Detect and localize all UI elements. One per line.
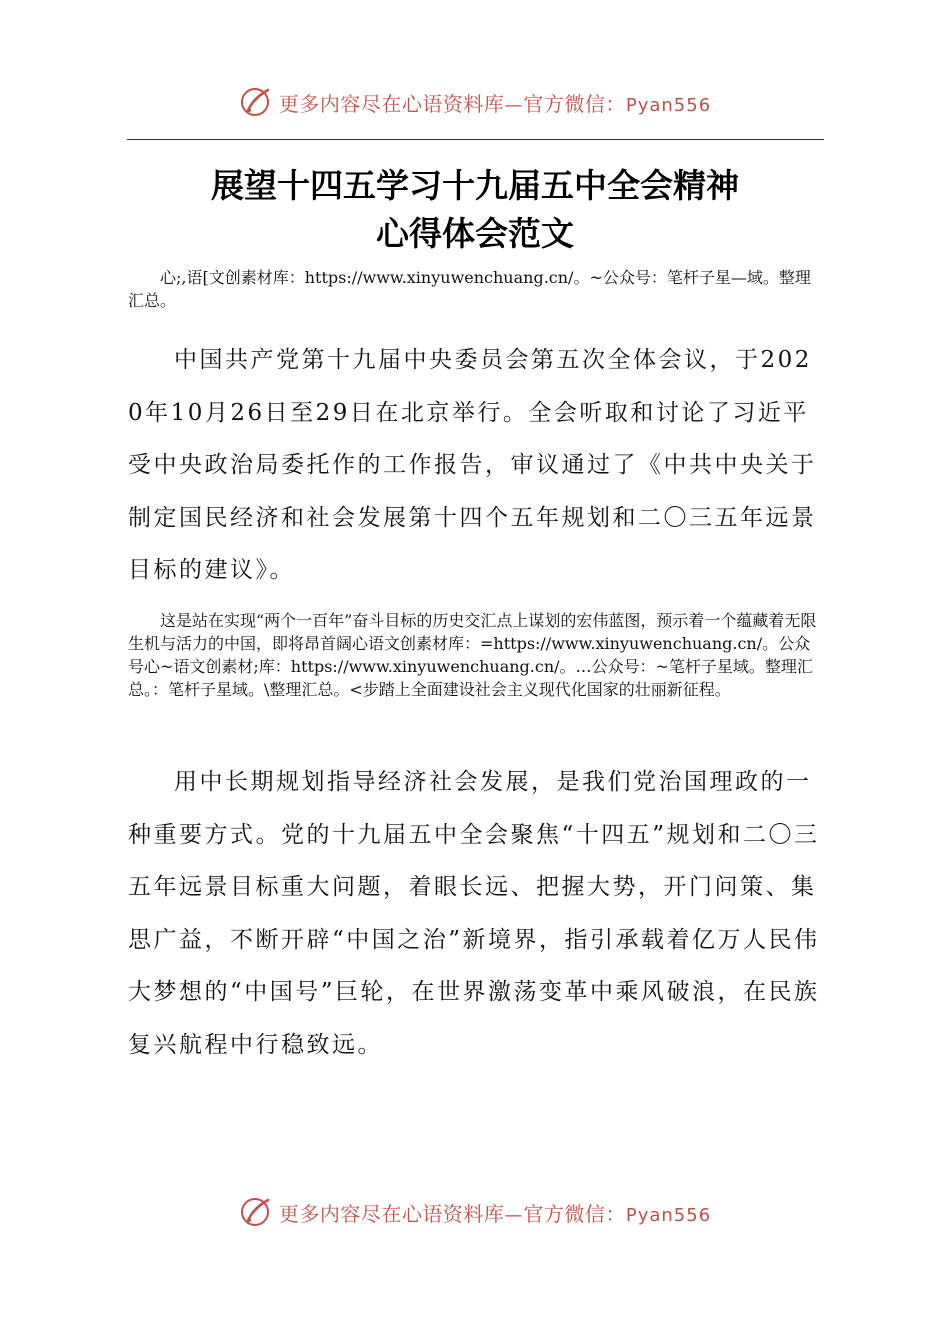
footer-contact-label: 官方微信： xyxy=(523,1201,626,1226)
footer-logo-icon xyxy=(239,1195,273,1229)
brand-logo-icon xyxy=(239,85,273,119)
title-line-1: 展望十四五学习十九届五中全会精神 xyxy=(211,166,739,205)
page-footer xyxy=(0,1192,950,1232)
document-title xyxy=(0,162,950,258)
header-dash: — xyxy=(504,94,524,116)
header-divider xyxy=(127,139,824,140)
footer-text xyxy=(279,1198,711,1227)
header-text xyxy=(279,88,711,117)
footer-dash: — xyxy=(504,1204,524,1226)
header-contact-id: Pyan556 xyxy=(625,94,712,116)
footer-contact-id: Pyan556 xyxy=(625,1204,712,1226)
page-header xyxy=(0,82,950,122)
title-line-2: 心得体会范文 xyxy=(376,214,574,253)
body-paragraph-1: 中国共产党第十九届中央委员会第五次全体会议，于2020年10月26日至29日在北京举行。全会听取和讨论了习近平受中央政治局委托作的工作报告，审议通过了《中共中央关于制定国民经济和社会发展第十四个五年规划和二〇三五年远景目标的建议》。 xyxy=(128,347,817,583)
footer-brand: 更多内容尽在心语资料库 xyxy=(278,1201,505,1226)
source-note-2: 这是站在实现“两个一百年”奋斗目标的历史交汇点上谋划的宏伟蓝图，预示着一个蕴藏着无限生机与活力的中国，即将昂首阔心语文创素材库：=https://www.xinyuwenchuang.cn/。公众号心~语文创素材;库：https://www.xinyuwenchuang.cn/。…公众号：~笔杆子星域。整理汇总。：笔杆子星域。\整理汇总。<步踏上全面建设社会主义现代化国家的壮丽新征程。 xyxy=(128,611,817,699)
source-note-1: 心;,语[文创素材库：https://www.xinyuwenchuang.cn/。~公众号：笔杆子星—域。整理汇总。 xyxy=(128,268,811,310)
header-brand: 更多内容尽在心语资料库 xyxy=(278,91,505,116)
header-contact-label: 官方微信： xyxy=(523,91,626,116)
body-paragraph-2: 用中长期规划指导经济社会发展，是我们党治国理政的一种重要方式。党的十九届五中全会聚焦“十四五”规划和二〇三五年远景目标重大问题，着眼长远、把握大势，开门问策、集思广益，不断开辟“中国之治”新境界，指引承载着亿万人民伟大梦想的“中国号”巨轮，在世界激荡变革中乘风破浪，在民族复兴航程中行稳致远。 xyxy=(128,769,820,1058)
